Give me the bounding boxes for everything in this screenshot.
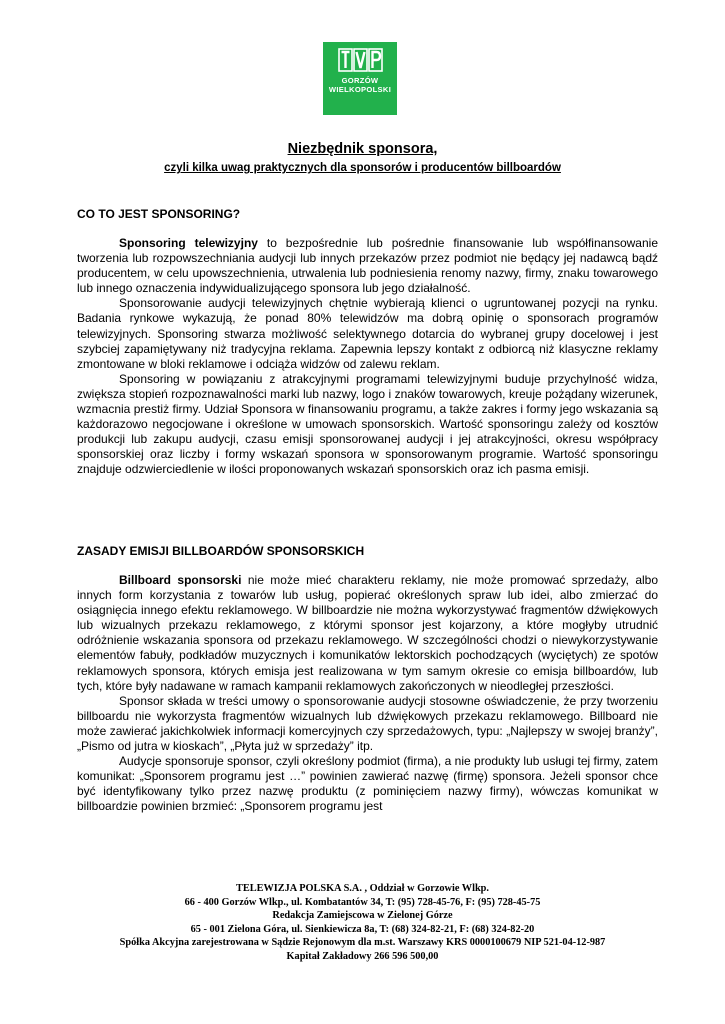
footer-line: 65 - 001 Zielona Góra, ul. Sienkiewicza 8a, T: (68) 324-82-21, F: (68) 324-82-20 xyxy=(190,923,535,935)
section-heading-billboards: ZASADY EMISJI BILLBOARDÓW SPONSORSKICH xyxy=(77,544,365,558)
paragraph: Audycje sponsoruje sponsor, czyli określony podmiot (firma), a nie produkty lub usługi tej firmy, zatem komunikat: „Sponsorem programu jest …” powinien zawierać nazwę (firmę) sponsora. Jeżeli sponsor chce być identyfikowany tylko przez nazwę produktu (z pominięciem nazwy firmy), wówczas komunikat w billboardzie powinien brzmieć: „Sponsorem programu jest xyxy=(77,754,658,814)
bold-term: Sponsoring telewizyjny xyxy=(119,236,258,250)
footer-line: TELEWIZJA POLSKA S.A. , Oddział w Gorzowie Wlkp. xyxy=(236,883,489,894)
paragraph: Sponsorowanie audycji telewizyjnych chętnie wybierają klienci o ugruntowanej pozycji na rynku. Badania rynkowe wykazują, że ponad 80% telewidzów ma dobrą opinię o sponsorach programów telewizyjnych. Sponsoring stwarza możliwość selektywnego dotarcia do wybranej grupy docelowej i jest szybciej zapamiętywany niż tradycyjna reklama. Zapewnia lepszy kontakt z odbiorcą niż klasyczne reklamy zmontowane w bloki reklamowe i odciąża widzów od zalewu reklam. xyxy=(77,296,658,371)
paragraph xyxy=(77,236,658,296)
paragraph-text: nie może mieć charakteru reklamy, nie może promować sprzedaży, albo innych form korzystania z towarów lub usług, popierać określonych spraw lub idei, albo zmierzać do osiągnięcia innego efektu reklamowego. W billboardzie nie można wykorzystywać fragmentów dźwiękowych lub wizualnych przekazu reklamowego, z którymi sponsor jest kojarzony, a które mogłyby utrudnić odróżnienie wskazania sponsora od przekazu reklamowego. W szczególności chodzi o niewykorzystywanie elementów fabuły, podkładów muzycznych i komunikatów lektorskich pochodzących (wyciętych) ze spotów reklamowych sponsora, których emisja jest realizowana w tym samym okresie co emisja billboardów, lub tych, które były nadawane w ramach kampanii reklamowych zakończonych w nieodległej przeszłości. xyxy=(77,573,659,693)
paragraph: Sponsoring w powiązaniu z atrakcyjnymi programami telewizyjnymi buduje przychylność widza, zwiększa stopień rozpoznawalności marki lub nazwy, logo i znaków towarowych, kreuje pożądany wizerunek, wzmacnia prestiż firmy. Udział Sponsora w finansowaniu programu, a także zakres i formy jego wskazania są każdorazowo negocjowane i określone w umowach sponsorskich. Wartość sponsoringu zależy od kosztów produkcji lub zakupu audycji, czasu emisji sponsorowanej audycji i jej atrakcyjności, okresu współpracy sponsorskiej oraz liczby i formy wskazań sponsora w sponsorowanym programie. Wartość sponsoringu znajduje odzwierciedlenie w ilości proponowanych wskazań sponsorskich oraz ich pasma emisji. xyxy=(77,371,658,477)
footer-line: Kapitał Zakładowy 266 596 500,00 xyxy=(286,950,439,962)
section-body-billboards xyxy=(77,573,658,815)
tvp-gorzow-logo xyxy=(323,42,397,115)
logo-text-wielkopolski: WIELKOPOLSKI xyxy=(328,85,392,94)
logo-text-gorzow: GORZÓW xyxy=(341,76,379,85)
company-footer xyxy=(0,882,725,964)
section-heading-sponsoring: CO TO JEST SPONSORING? xyxy=(77,207,241,221)
bold-term: Billboard sponsorski xyxy=(119,573,242,587)
document-subtitle: czyli kilka uwag praktycznych dla sponsorów i producentów billboardów xyxy=(164,162,561,174)
document-title: Niezbędnik sponsora, xyxy=(287,141,438,157)
footer-line: 66 - 400 Gorzów Wlkp., ul. Kombatantów 34, T: (95) 728-45-76, F: (95) 728-45-75 xyxy=(184,896,541,908)
paragraph: Sponsor składa w treści umowy o sponsorowanie audycji stosowne oświadczenie, że przy tworzeniu billboardu nie wykorzysta fragmentów wizualnych lub dźwiękowych przekazu reklamowego. Billboard nie może zawierać jakichkolwiek informacji komercyjnych czy sprzedażowych, typu: „Najlepszy w swojej branży”, „Pismo od jutra w kioskach”, „Płyta już w sprzedaży” itp. xyxy=(77,693,658,754)
section-body-sponsoring xyxy=(77,236,658,478)
footer-line: Redakcja Zamiejscowa w Zielonej Górze xyxy=(272,910,453,922)
paragraph xyxy=(77,573,658,694)
paragraph-text: to bezpośrednie lub pośrednie finansowanie lub współfinansowanie tworzenia lub rozpowszechniania audycji lub innych przekazów przez podmiot nie będący jej nadawcą bądź producentem, w celu upowszechnienia, utrwalenia lub podniesienia renomy nazwy, firmy, znaku towarowego lub innego oznaczenia indywidualizującego sponsora lub jego działalność. xyxy=(77,236,658,296)
footer-line: Spółka Akcyjna zarejestrowana w Sądzie Rejonowym dla m.st. Warszawy KRS 0000100679 NIP 521-04-12-987 xyxy=(119,937,606,949)
